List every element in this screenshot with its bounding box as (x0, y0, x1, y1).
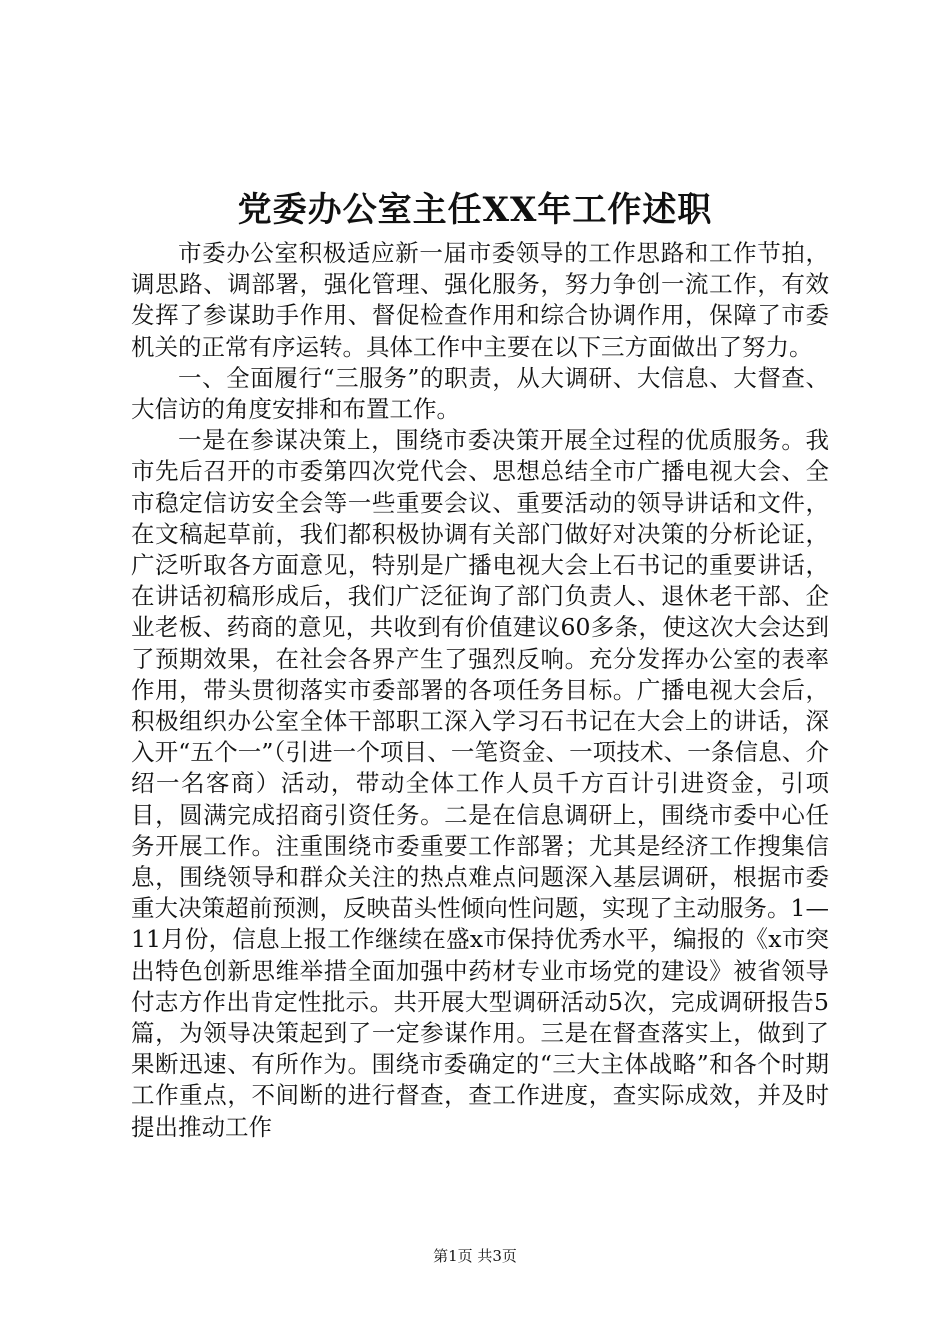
document-body (131, 238, 829, 1143)
paragraph-section-one: 一、全面履行“三服务”的职责，从大调研、大信息、大督查、大信访的角度安排和布置工作。 (131, 363, 829, 424)
page-footer: 第1页 共3页 (433, 1247, 517, 1265)
document-title: 党委办公室主任XX年工作述职 (237, 190, 713, 230)
paragraph-details: 一是在参谋决策上，围绕市委决策开展全过程的优质服务。我市先后召开的市委第四次党代会、思想总结全市广播电视大会、全市稳定信访安全会等一些重要会议、重要活动的领导讲话和文件，在文稿起草前，我们都积极协调有关部门做好对决策的分析论证，广泛听取各方面意见，特别是广播电视大会上石书记的重要讲话，在讲话初稿形成后，我们广泛征询了部门负责人、退休老干部、企业老板、药商的意见，共收到有价值建议60多条，使这次大会达到了预期效果，在社会各界产生了强烈反响。充分发挥办公室的表率作用，带头贯彻落实市委部署的各项任务目标。广播电视大会后，积极组织办公室全体干部职工深入学习石书记在大会上的讲话，深入开“五个一”（引进一个项目、一笔资金、一项技术、一条信息、介绍一名客商）活动，带动全体工作人员千方百计引进资金，引项目，圆满完成招商引资任务。二是在信息调研上，围绕市委中心任务开展工作。注重围绕市委重要工作部署；尤其是经济工作搜集信息，围绕领导和群众关注的热点难点问题深入基层调研，根据市委重大决策超前预测，反映苗头性倾向性问题，实现了主动服务。1—11月份，信息上报工作继续在盛x市保持优秀水平，编报的《x市突出特色创新思维举措全面加强中药材专业市场党的建设》被省领导付志方作出肯定性批示。共开展大型调研活动5次，完成调研报告5篇，为领导决策起到了一定参谋作用。三是在督查落实上，做到了果断迅速、有所作为。围绕市委确定的“三大主体战略”和各个时期工作重点，不间断的进行督查，查工作进度，查实际成效，并及时提出推动工作 (131, 426, 829, 1141)
paragraph-intro: 市委办公室积极适应新一届市委领导的工作思路和工作节拍，调思路、调部署，强化管理、强化服务，努力争创一流工作，有效发挥了参谋助手作用、督促检查作用和综合协调作用，保障了市委机关的正常有序运转。具体工作中主要在以下三方面做出了努力。 (131, 239, 829, 361)
